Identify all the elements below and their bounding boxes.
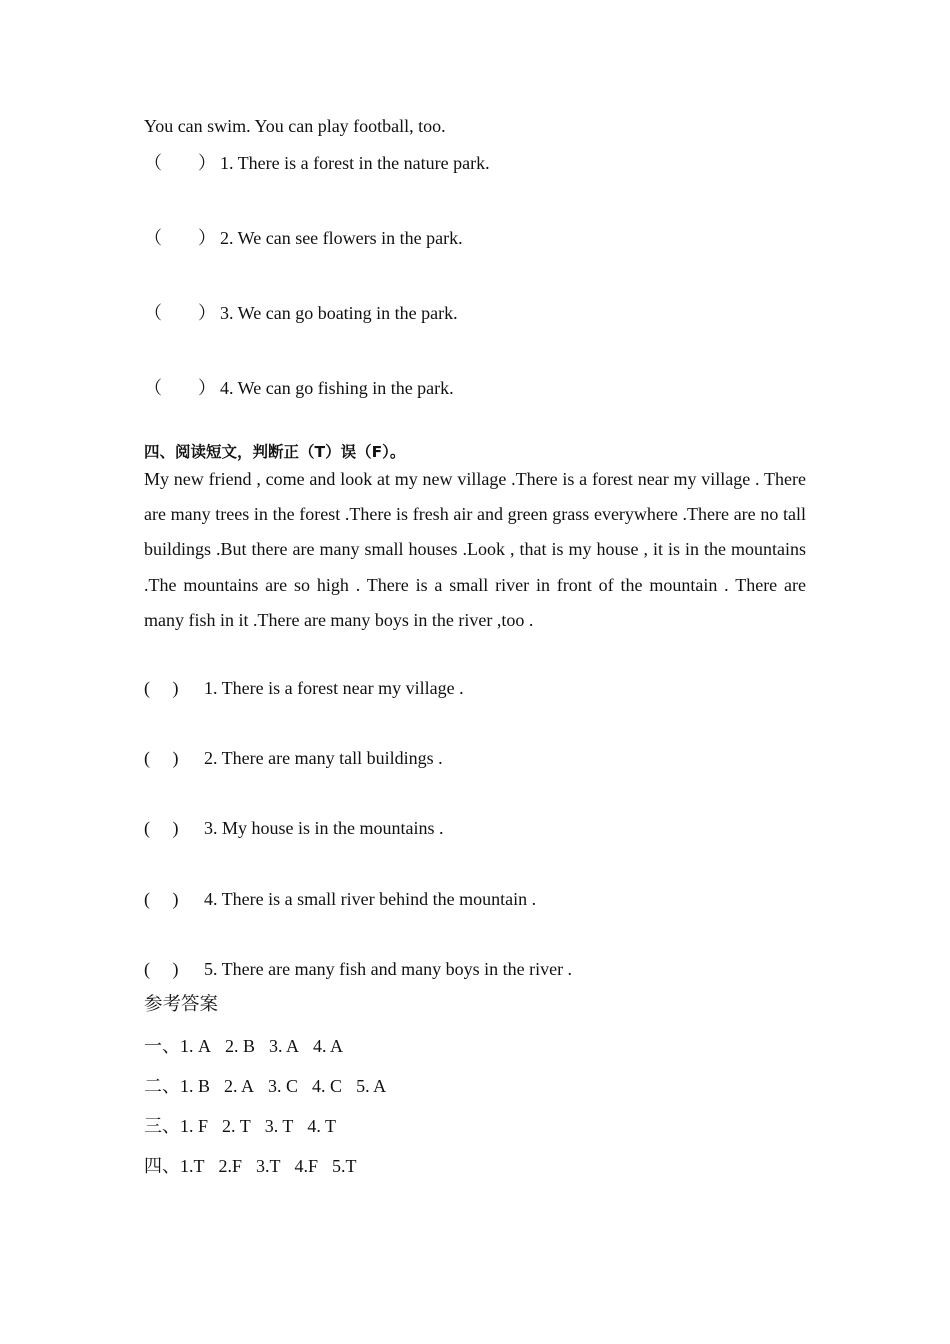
answer-item: 1. B xyxy=(180,1076,211,1096)
answer-item: 2. A xyxy=(224,1076,255,1096)
question-text: 3. My house is in the mountains . xyxy=(204,818,444,838)
answer-item: 3.T xyxy=(256,1156,281,1176)
answer-item: 4. T xyxy=(307,1116,337,1136)
question-text: 5. There are many fish and many boys in the river . xyxy=(204,959,573,979)
answer-blank: ( ) xyxy=(144,818,179,838)
answer-item: 1. A xyxy=(180,1036,211,1056)
answer-blank: ( ) xyxy=(144,678,179,698)
question-text: 4. There is a small river behind the mountain . xyxy=(204,889,537,909)
section4-question-4 xyxy=(144,887,536,911)
section3-question-1 xyxy=(144,151,490,175)
section4-question-2 xyxy=(144,746,443,770)
answer-row-label: 一、 xyxy=(144,1036,180,1056)
question-text: 3. We can go boating in the park. xyxy=(220,303,458,323)
question-text: 2. We can see flowers in the park. xyxy=(220,228,463,248)
answer-row-1 xyxy=(144,1034,343,1058)
question-text: 2. There are many tall buildings . xyxy=(204,748,443,768)
answer-blank: （ ） xyxy=(144,153,216,173)
answer-item: 2. T xyxy=(222,1116,251,1136)
section4-heading: 四、阅读短文，判断正（T）误（F）。 xyxy=(144,443,406,461)
question-text: 1. There is a forest near my village . xyxy=(204,678,464,698)
answer-blank: （ ） xyxy=(144,228,216,248)
answer-item: 5. A xyxy=(356,1076,387,1096)
answer-blank: （ ） xyxy=(144,303,216,323)
section3-question-4 xyxy=(144,376,454,400)
answer-blank: ( ) xyxy=(144,748,179,768)
section3-question-2 xyxy=(144,226,463,250)
section4-question-5 xyxy=(144,957,572,981)
answer-item: 2. B xyxy=(225,1036,256,1056)
answer-item: 3. T xyxy=(264,1116,294,1136)
question-text: 1. There is a forest in the nature park. xyxy=(220,153,490,173)
answer-row-4 xyxy=(144,1154,357,1178)
answer-item: 5.T xyxy=(332,1156,357,1176)
section3-question-3 xyxy=(144,301,458,325)
reading-passage: My new friend , come and look at my new village .There is a forest near my village . There are many trees in the forest .There is fresh air and green grass everywhere .There are no tall buildings .But there are many small houses .Look , that is my house , it is in the mountains .The mountains are so high . There is a small river in front of the mountain . There are many fish in it .There are many boys in the river ,too . xyxy=(144,469,806,630)
answer-item: 1.T xyxy=(180,1156,205,1176)
answer-item: 4.F xyxy=(294,1156,319,1176)
answer-blank: ( ) xyxy=(144,889,179,909)
question-text: 4. We can go fishing in the park. xyxy=(220,378,454,398)
section4-question-3 xyxy=(144,816,444,840)
answer-row-label: 三、 xyxy=(144,1116,180,1136)
intro-line: You can swim. You can play football, too. xyxy=(144,116,446,136)
answer-item: 2.F xyxy=(218,1156,243,1176)
answer-row-label: 二、 xyxy=(144,1076,180,1096)
answer-item: 4. C xyxy=(312,1076,343,1096)
answer-key-title: 参考答案 xyxy=(144,994,219,1015)
answer-row-3 xyxy=(144,1114,336,1138)
answer-item: 1. F xyxy=(180,1116,209,1136)
answer-item: 4. A xyxy=(313,1036,344,1056)
answer-blank: （ ） xyxy=(144,378,216,398)
answer-row-2 xyxy=(144,1074,386,1098)
answer-item: 3. A xyxy=(269,1036,300,1056)
answer-blank: ( ) xyxy=(144,959,179,979)
answer-item: 3. C xyxy=(268,1076,299,1096)
section4-question-1 xyxy=(144,676,464,700)
answer-row-label: 四、 xyxy=(144,1156,180,1176)
